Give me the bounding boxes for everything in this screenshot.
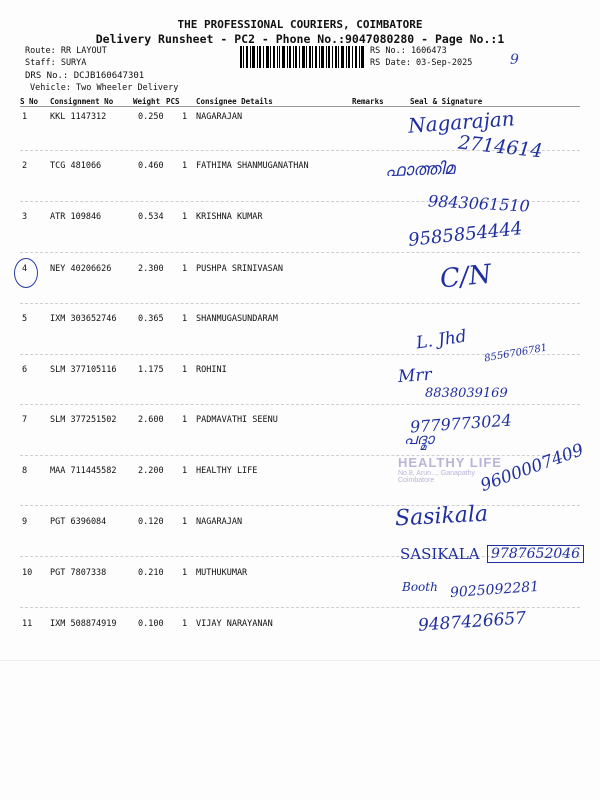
rs-date: RS Date: 03-Sep-2025	[370, 58, 473, 68]
row-consignment: IXM 508874919	[50, 619, 117, 629]
col-pcs: PCS	[166, 97, 180, 106]
row-consignee: HEALTHY LIFE	[196, 466, 258, 476]
row-pcs: 1	[182, 568, 188, 578]
row-divider	[20, 505, 580, 506]
col-consignee: Consignee Details	[196, 97, 273, 106]
handwritten-number: 9779773024	[409, 410, 513, 437]
row-sno: 3	[22, 212, 28, 222]
handwritten-signature: Booth	[402, 580, 438, 594]
row-consignment: NEY 40206626	[50, 264, 112, 274]
row-consignee: VIJAY NARAYANAN	[196, 619, 273, 629]
company-title: THE PROFESSIONAL COURIERS, COIMBATORE	[177, 18, 423, 31]
row-weight: 0.120	[138, 517, 164, 527]
handwritten-number: 9600007409	[477, 440, 587, 496]
row-consignee: NAGARAJAN	[196, 517, 243, 527]
row-pcs: 1	[182, 112, 188, 122]
row-weight: 1.175	[138, 365, 164, 375]
row-weight: 0.460	[138, 161, 164, 171]
row-consignee: FATHIMA SHANMUGANATHAN	[196, 161, 309, 171]
row-consignment: PGT 6396084	[50, 517, 107, 527]
row-weight: 2.300	[138, 264, 164, 274]
table-row	[0, 264, 600, 276]
row-consignment: IXM 303652746	[50, 314, 117, 324]
barcode	[240, 46, 364, 68]
table-row	[0, 314, 600, 326]
vehicle-field: Vehicle: Two Wheeler Delivery	[30, 83, 179, 93]
row-consignment: ATR 109846	[50, 212, 102, 222]
row-consignment: PGT 7807338	[50, 568, 107, 578]
row-divider	[20, 252, 580, 253]
handwritten-signature: Sasikala	[394, 501, 489, 532]
handwritten-name: SASIKALA	[400, 545, 480, 563]
handwritten-number: 2714614	[457, 131, 544, 163]
row-weight: 2.200	[138, 466, 164, 476]
stamp-line: No.8, Arun..., Ganapathy	[398, 470, 476, 477]
row-weight: 0.210	[138, 568, 164, 578]
table-row	[0, 517, 600, 529]
row-pcs: 1	[182, 212, 188, 222]
col-consignment: Consignment No	[50, 97, 114, 106]
staff-field: Staff: SURYA	[25, 58, 87, 68]
runsheet-title: Delivery Runsheet - PC2 - Phone No.:9047080280 - Page No.:1	[95, 32, 505, 46]
stamp-line: HEALTHY LIFE	[398, 455, 502, 470]
table-row	[0, 365, 600, 377]
handwritten-number: 9025092281	[449, 578, 540, 602]
row-consignment: SLM 377105116	[50, 365, 117, 375]
row-pcs: 1	[182, 415, 188, 425]
col-signature: Seal & Signature	[410, 97, 483, 106]
row-consignment: TCG 481066	[50, 161, 102, 171]
row-consignee: ROHINI	[196, 365, 227, 375]
row-sno: 2	[22, 161, 28, 171]
row-consignee: NAGARAJAN	[196, 112, 243, 122]
row-consignee: SHANMUGASUNDARAM	[196, 314, 278, 324]
row-pcs: 1	[182, 365, 188, 375]
handwritten-mark: C/N	[438, 259, 493, 295]
col-sno: S No	[20, 97, 39, 106]
row-consignee: MUTHUKUMAR	[196, 568, 248, 578]
row-sno: 9	[22, 517, 28, 527]
row-sno: 6	[22, 365, 28, 375]
row-sno: 10	[22, 568, 33, 578]
row-pcs: 1	[182, 619, 188, 629]
row-pcs: 1	[182, 314, 188, 324]
row-consignee: PUSHPA SRINIVASAN	[196, 264, 283, 274]
col-weight: Weight	[133, 97, 161, 106]
row-divider	[20, 303, 580, 304]
stamp-line: Coimbatore	[398, 477, 435, 484]
row-consignee: PADMAVATHI SEENU	[196, 415, 278, 425]
handwritten-signature: L. Jhd	[414, 326, 468, 354]
row-divider	[20, 404, 580, 405]
row-weight: 2.600	[138, 415, 164, 425]
row-sno: 8	[22, 466, 28, 476]
handwritten-number: 9487426657	[417, 608, 527, 636]
row-pcs: 1	[182, 161, 188, 171]
handwritten-date-mark: 9	[510, 52, 519, 68]
row-weight: 0.250	[138, 112, 164, 122]
handwritten-number: 9787652046	[487, 545, 584, 563]
handwritten-number: 8838039169	[425, 386, 508, 401]
row-pcs: 1	[182, 264, 188, 274]
row-sno: 11	[22, 619, 33, 629]
row-consignment: KKL 1147312	[50, 112, 107, 122]
page-divider	[0, 660, 600, 661]
row-consignment: SLM 377251502	[50, 415, 117, 425]
row-consignee: KRISHNA KUMAR	[196, 212, 263, 222]
handwritten-number: 9585854444	[407, 218, 524, 251]
handwritten-signature: ഫാത്തിമ	[384, 158, 456, 182]
handwritten-signature: Nagarajan	[407, 106, 516, 138]
row-weight: 0.534	[138, 212, 164, 222]
handwritten-number: 8556706781	[483, 342, 549, 365]
row-sno: 7	[22, 415, 28, 425]
col-remarks: Remarks	[352, 97, 384, 106]
row-pcs: 1	[182, 517, 188, 527]
row-sno: 4	[22, 264, 28, 274]
handwritten-signature: പദ്മാ	[404, 430, 434, 448]
row-sno: 5	[22, 314, 28, 324]
row-divider	[20, 607, 580, 608]
table-row	[0, 568, 600, 580]
rs-number: RS No.: 1606473	[370, 46, 447, 56]
row-weight: 0.100	[138, 619, 164, 629]
handwritten-signature: Mrr	[397, 364, 433, 388]
row-consignment: MAA 711445582	[50, 466, 117, 476]
table-row	[0, 161, 600, 173]
row-sno: 1	[22, 112, 28, 122]
handwritten-number: 9843061510	[427, 191, 531, 216]
drs-field: DRS No.: DCJB160647301	[25, 71, 145, 81]
route-field: Route: RR LAYOUT	[25, 46, 107, 56]
row-weight: 0.365	[138, 314, 164, 324]
row-pcs: 1	[182, 466, 188, 476]
